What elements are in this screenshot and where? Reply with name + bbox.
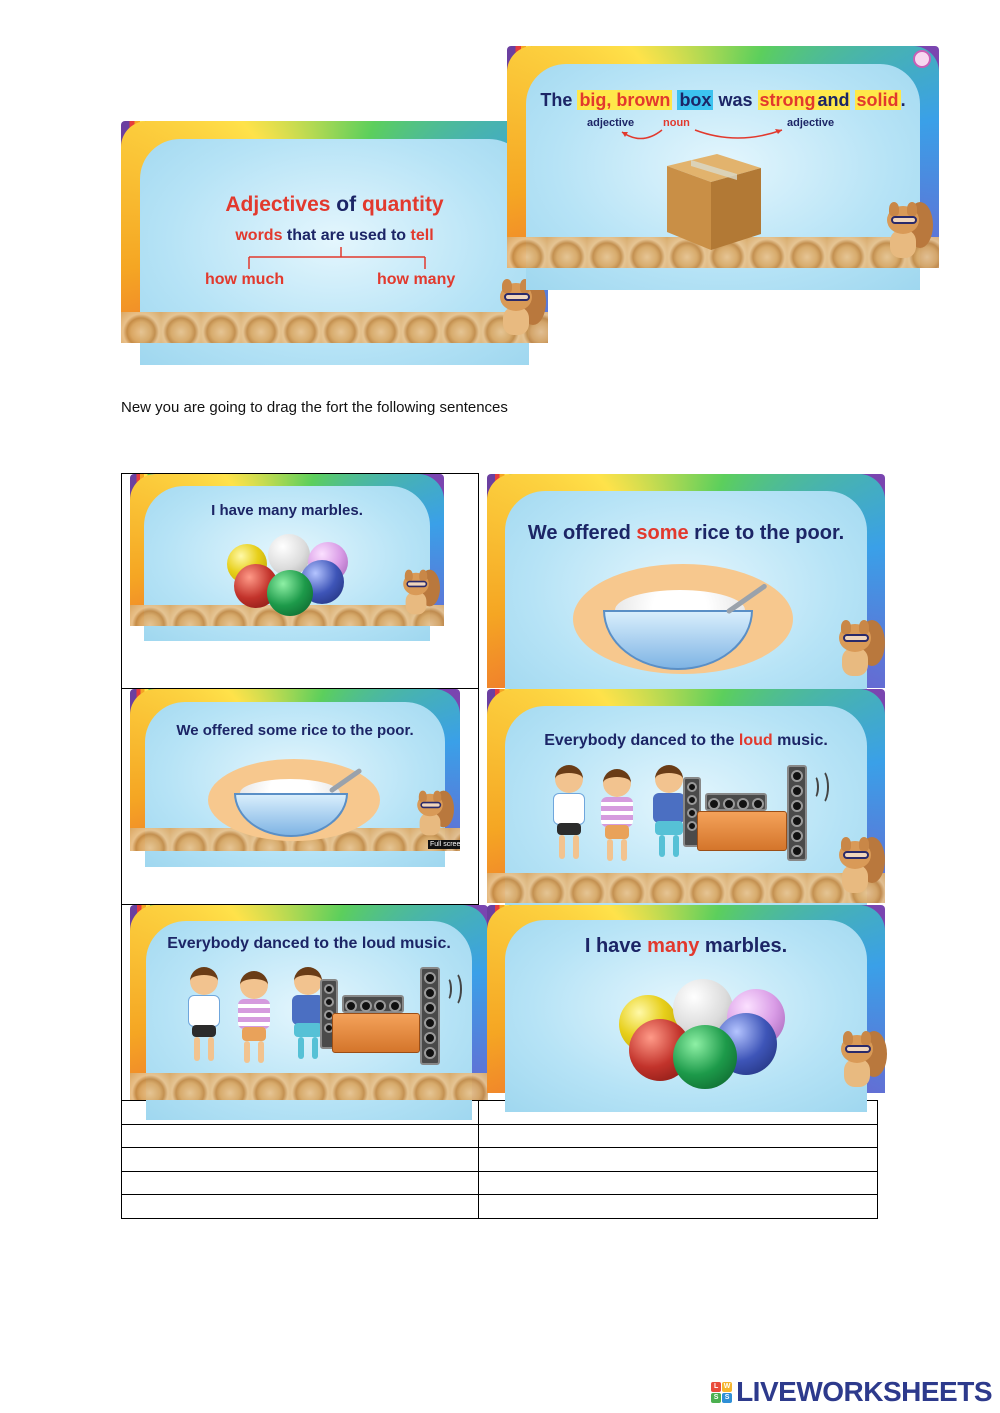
logo-mark-letter: W bbox=[723, 1382, 731, 1390]
card-left-rice[interactable] bbox=[130, 689, 465, 851]
cardboard-box-icon bbox=[657, 146, 769, 256]
card-caption: Everybody danced to the loud music. bbox=[167, 935, 451, 952]
answer-cell[interactable] bbox=[479, 1172, 877, 1194]
card-right-marbles[interactable] bbox=[487, 905, 885, 1093]
caption-highlight: loud bbox=[738, 732, 773, 749]
logo-text: LIVEWORKSHEETS bbox=[736, 1376, 992, 1407]
stereo-icon bbox=[705, 793, 767, 811]
card-right-dance[interactable] bbox=[487, 689, 885, 903]
word-was: was bbox=[718, 90, 753, 110]
logo-mark-letter: S bbox=[711, 1393, 721, 1403]
answer-cell[interactable] bbox=[479, 1148, 877, 1171]
card-caption bbox=[487, 935, 885, 958]
card-left-dance[interactable] bbox=[130, 905, 488, 1100]
green-marble-icon bbox=[267, 570, 313, 616]
title-word-of: of bbox=[336, 193, 357, 216]
card-caption bbox=[487, 732, 885, 750]
speaker-icon bbox=[787, 765, 807, 861]
squirrel-mascot-icon bbox=[398, 568, 433, 616]
left-branch-label: how much bbox=[205, 271, 285, 288]
word-big-brown: big, brown bbox=[579, 90, 671, 110]
caption-highlight: many bbox=[647, 935, 700, 957]
word-box: box bbox=[679, 90, 712, 110]
subtitle-words: words bbox=[235, 227, 283, 244]
caption-part: I have bbox=[584, 935, 648, 957]
subtitle-tell: tell bbox=[410, 227, 434, 244]
speaker-icon bbox=[420, 967, 440, 1065]
word-strong: strong bbox=[759, 90, 816, 110]
caption-part: marbles. bbox=[699, 935, 788, 957]
music-cabinet-icon bbox=[697, 811, 787, 851]
caption-part: music. bbox=[772, 732, 828, 749]
answer-cell[interactable] bbox=[122, 1172, 478, 1194]
stereo-icon bbox=[342, 995, 404, 1013]
caption-part: We offered bbox=[527, 522, 637, 544]
card-caption: I have many marbles. bbox=[211, 502, 363, 519]
sound-wave-icon bbox=[446, 971, 462, 1007]
sound-wave-icon bbox=[813, 769, 829, 805]
subtitle-middle: that are used to bbox=[286, 227, 407, 244]
peanut-border bbox=[130, 1073, 488, 1100]
squirrel-mascot-icon bbox=[833, 835, 877, 895]
card-caption: We offered some rice to the poor. bbox=[176, 722, 414, 739]
table-border-right bbox=[877, 1100, 878, 1219]
card-left-marbles[interactable] bbox=[130, 474, 444, 626]
answer-cell[interactable] bbox=[479, 1125, 877, 1147]
table-border-bottom bbox=[121, 1218, 878, 1219]
answer-cell[interactable] bbox=[122, 1125, 478, 1147]
squirrel-mascot-icon bbox=[833, 618, 877, 678]
squirrel-mascot-icon bbox=[881, 200, 925, 260]
full-screen-overlay[interactable]: Full screen bbox=[430, 841, 465, 848]
branch-connector bbox=[121, 121, 548, 343]
caption-part: rice to the poor. bbox=[688, 522, 845, 544]
word-solid: solid bbox=[856, 90, 899, 110]
answer-cell[interactable] bbox=[122, 1148, 478, 1171]
slide-big-brown-box bbox=[507, 46, 939, 268]
music-cabinet-icon bbox=[332, 1013, 420, 1053]
title-word-adjectives: Adjectives bbox=[225, 193, 331, 216]
right-branch-label: how many bbox=[377, 271, 456, 288]
squirrel-mascot-icon bbox=[835, 1029, 879, 1089]
logo-mark-letter: S bbox=[722, 1393, 732, 1403]
squirrel-mascot-icon bbox=[412, 789, 447, 837]
answer-cell[interactable] bbox=[122, 1195, 478, 1218]
card-caption bbox=[487, 522, 885, 545]
green-marble-icon bbox=[673, 1025, 737, 1089]
word-and: and bbox=[817, 90, 850, 110]
card-right-rice[interactable] bbox=[487, 474, 885, 688]
answer-cell[interactable] bbox=[479, 1195, 877, 1218]
liveworksheets-logo bbox=[711, 1377, 992, 1407]
title-word-quantity: quantity bbox=[361, 193, 444, 216]
caption-highlight: some bbox=[636, 522, 689, 544]
label-adjective-right: adjective bbox=[787, 117, 835, 129]
peanut-border bbox=[487, 873, 885, 903]
caption-part: Everybody danced to the bbox=[544, 732, 739, 749]
logo-mark-icon bbox=[711, 1382, 732, 1403]
word-the: The bbox=[540, 90, 573, 110]
label-adjective-left: adjective bbox=[587, 117, 635, 129]
logo-mark-letter: L bbox=[711, 1382, 721, 1392]
label-noun: noun bbox=[663, 117, 690, 129]
instruction-text: New you are going to drag the fort the following sentences bbox=[121, 399, 508, 416]
slide-adjectives-of-quantity bbox=[121, 121, 548, 343]
word-period: . bbox=[900, 90, 906, 110]
